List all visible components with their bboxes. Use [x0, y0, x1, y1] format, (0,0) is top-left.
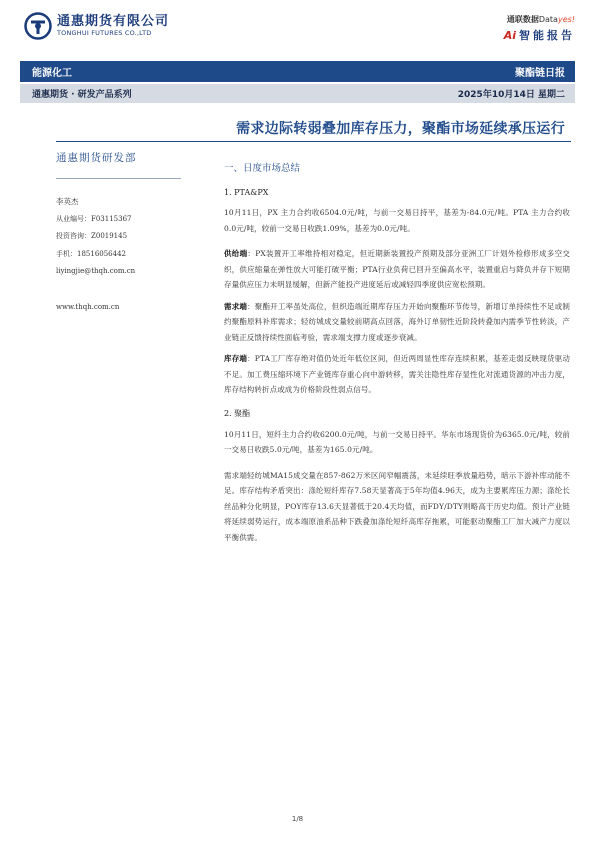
- document-title: 需求边际转弱叠加库存压力，聚酯市场延续承压运行: [236, 121, 565, 137]
- subsection-title-pta: 1. PTA&PX: [224, 188, 269, 197]
- datayes-brand: 通联数据: [506, 15, 539, 24]
- report-type-label: 聚酯链日报: [515, 68, 565, 79]
- category-label: 能源化工: [32, 68, 72, 79]
- datayes-ai-report-logo: [504, 14, 575, 42]
- paragraph-pta-price: 10月11日，PX 主力合约收6504.0元/吨，与前一交易日持平，基差为-84.0元/吨。PTA 主力合约收0.0元/吨，较前一交易日收跌1.09%，基差为0.0元/吨。: [224, 208, 570, 233]
- analyst-name: 李英杰: [56, 197, 79, 206]
- paragraph-polyester-price: 10月11日，短纤主力合约收6200.0元/吨，与前一交易日持平。华东市场现货价为6365.0元/吨，较前一交易日收跌5.0元/吨，基差为165.0元/吨。: [224, 429, 570, 454]
- company-name-cn: 通惠期货有限公司: [57, 14, 170, 29]
- report-body: [224, 160, 570, 551]
- analyst-sidebar: [56, 150, 186, 316]
- email-address[interactable]: liyingjie@thqh.com.cn: [56, 267, 136, 275]
- company-logo: [24, 12, 169, 40]
- paragraph-demand: 需求端：聚酯开工率虽处高位，但织造端近期库存压力开始向聚酯环节传导，新增订单持续性不足或制约聚酯原料补库需求；轻纺城成交量较前期高点回落，海外订单韧性近阶段转叠加内需季节性转淡，产业链正反馈持续性面临考验，需求端支撑力度或逐步衰减。: [224, 301, 570, 342]
- section-title: 一、日度市场总结: [224, 163, 301, 174]
- paragraph-supply: 供给端：PX装置开工率维持相对稳定，但近期新装置投产预期及部分亚洲工厂计划外检修形成多空交织，供应缩量在弹性放大可能打破平衡；PTA行业负荷已回升至偏高水平，装置重启与降负并存下短期存量供应压力未明显缓解，但新产能投产进度延后或减轻四季度供应宽松预期。: [224, 249, 570, 289]
- datayes-data: Data: [538, 15, 558, 24]
- series-bar: [20, 84, 575, 103]
- page-number: 1/8: [291, 815, 304, 823]
- sidebar-divider: [56, 178, 181, 179]
- inventory-label: 库存端: [224, 354, 248, 363]
- ai-label: Ai: [503, 29, 516, 42]
- report-date: 2025年10月14日 星期二: [457, 90, 565, 100]
- website-link[interactable]: www.thqh.com.cn: [56, 302, 120, 311]
- category-bar: [20, 61, 575, 82]
- subsection-title-polyester: 2. 聚酯: [224, 408, 251, 418]
- company-logo-icon: [24, 12, 52, 40]
- paragraph-polyester-demand: 需求端轻纺城MA15成交量在857-862万米区间窄幅震荡，未延续旺季放量趋势，暗示下游补库动能不足。库存结构矛盾突出：涤纶短纤库存7.58天显著高于5年均值4.96天，成为主要累库压力源；涤纶长丝品种分化明显，POY库存13.6天显著低于20.4天均值，而FDY/DTY则略高于历史均值。预计产业链将延续弱势运行，成本端原油系品种下跌叠加涤纶短纤高库存拖累，可能驱动聚酯工厂加大减产力度以平衡供需。: [224, 470, 570, 542]
- department-title: 通惠期货研发部: [56, 152, 137, 164]
- demand-label: 需求端: [224, 301, 248, 311]
- advisory-number: 投资咨询：Z0019145: [56, 232, 128, 240]
- license-number: 从业编号：F03115367: [56, 214, 132, 223]
- phone-number: 手机：18516056442: [56, 249, 126, 258]
- series-label: 通惠期货 · 研发产品系列: [32, 90, 132, 100]
- company-name-en: TONGHUI FUTURES CO.,LTD: [57, 29, 152, 37]
- ai-report-label: 智能报告: [519, 29, 575, 42]
- title-divider: [56, 141, 571, 142]
- paragraph-inventory: 库存端：PTA工厂库存绝对值仍处近年低位区间，但近两周显性库存连续积累，基差走弱反映现货驱动不足。加工费压缩环境下产业链库存重心向中游转移，需关注隐性库存显性化对流通货源的冲击力度，库存结构转折点或成为价格阶段性弱点信号。: [224, 354, 570, 394]
- supply-label: 供给端: [224, 249, 248, 258]
- datayes-yes: yes!: [557, 15, 575, 24]
